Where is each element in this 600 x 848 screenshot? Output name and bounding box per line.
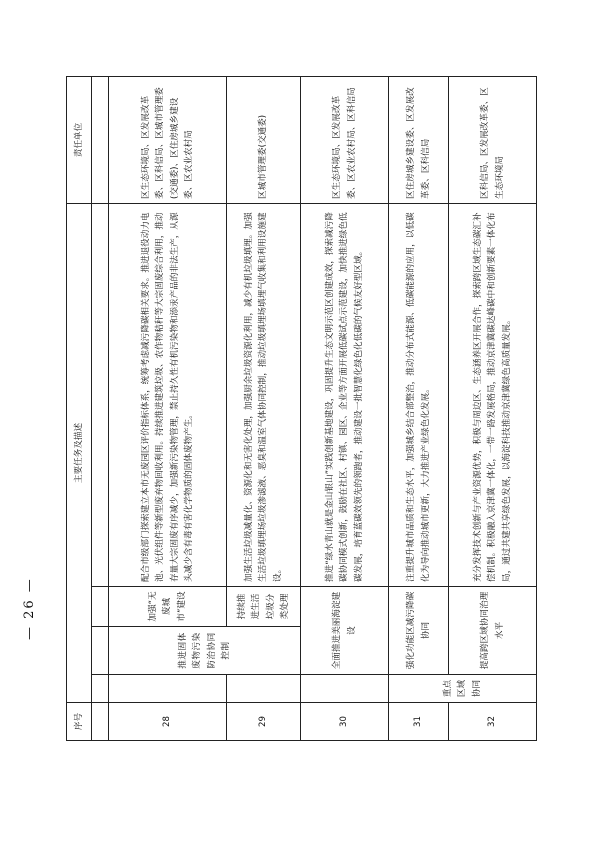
- table-row: [389, 76, 449, 740]
- page-number: — 26 —: [22, 577, 37, 640]
- area-cell: 重点区域协同: [389, 675, 537, 703]
- responsible-unit-cell: 区住房城乡建设委、区发展改革委、区科信局: [389, 76, 449, 203]
- area-cell: [109, 675, 227, 703]
- description-cell: 加强生活垃圾减量化、资源化和无害化处理，加强厨余垃圾资源化利用，减少有机垃圾填埋。加强生活垃圾填埋场垃圾渗滤液、恶臭和温室气体协同控制，推动垃圾填埋场填埋气收集和利用设施建设。: [227, 203, 301, 586]
- subheader-cell: [92, 627, 109, 675]
- responsible-unit-cell: 区科信局、区发展改革委、区生态环境局: [449, 76, 537, 203]
- description-cell: 配合市级部门探索建立本市无废园区评价指标体系，统筹考虑减污降碳相关要求。推进退役动力电池、光伏组件等新型废弃物回收利用。持续推进建筑垃圾、农作物秸秆等大宗固废综合利用，推动存量大宗固废有序减少，加强新污染物管理，禁止持久性有机污染物和添汞产品的非法生产，从源头减少含有毒有害化学物质的固体废物产生。: [109, 203, 227, 586]
- subcategory-cell: 持续推进生活垃圾分类处理: [227, 587, 301, 627]
- subheader-cell: [92, 203, 109, 586]
- header-unit: 责任单位: [67, 76, 92, 203]
- category-cell: 提高跨区域协同治理水平: [449, 587, 537, 675]
- description-cell: 推进“绿水青山就是金山银山”实践创新基地建设，巩固提升生态文明示范区创建成效，探索减污降碳协同模式创新，鼓励在社区、村镇、园区、企业等方面开展低碳试点示范建设，加快推进绿色低碳发展，培育蓝碳效领先的领跑者，推动建设一批智慧化绿色化低碳的气候友好型区域。: [301, 203, 389, 586]
- category-cell: 强化功能区减污降碳协同: [389, 587, 449, 675]
- responsible-unit-cell: 区生态环境局、区发展改革委、区科信局、区城市管理委(交通委)、区住房城乡建设委、区农业农村局: [109, 76, 227, 203]
- subheader-cell: [92, 675, 109, 703]
- table-row: [301, 76, 389, 740]
- row-number: 29: [227, 703, 301, 741]
- subheader-cell: [92, 703, 109, 741]
- header-seq: 序号: [67, 703, 92, 741]
- area-cell: [301, 675, 389, 703]
- table-header-row: [67, 76, 92, 740]
- subheader-cell: [92, 76, 109, 203]
- description-cell: 充分发挥技术创新与产业资源优势，积极与周边区、生态涵养区开展合作，探索跨区域生态碳汇补偿机制。积极融入京津冀一体化，一带一路发展格局，推动京津冀碳达峰碳中和创新要素一体化布局，通过共建共享绿色发展，以海淀科技推动京津冀绿色高质量发展。: [449, 203, 537, 586]
- responsible-unit-cell: 区生态环境局、区发展改革委、区农业农村局、区科信局: [301, 76, 389, 203]
- header-task: 主要任务及描述: [67, 203, 92, 702]
- rotated-table-page: [66, 77, 533, 741]
- subcategory-cell: 加强“无废城市”建设: [109, 587, 227, 627]
- row-number: 31: [389, 703, 449, 741]
- category-cell: 全面推进美丽海淀建设: [301, 587, 389, 675]
- task-table: [66, 76, 537, 741]
- row-number: 30: [301, 703, 389, 741]
- table-row: [449, 76, 537, 740]
- table-subheader-row: [92, 76, 109, 740]
- area-cell: [227, 675, 301, 703]
- responsible-unit-cell: 区城市管理委(交通委): [227, 76, 301, 203]
- subheader-cell: [92, 587, 109, 627]
- table-row: [109, 76, 227, 740]
- description-cell: 注重提升城市品质和生态水平，加强城乡结合部整治，推动分布式能源、低碳能源的应用，以低碳化为导向推动城市更新，大力推进产业绿色化发展。: [389, 203, 449, 586]
- row-number: 32: [449, 703, 537, 741]
- category-cell: 推进固体废物污染防治协同控制: [109, 627, 301, 675]
- row-number: 28: [109, 703, 227, 741]
